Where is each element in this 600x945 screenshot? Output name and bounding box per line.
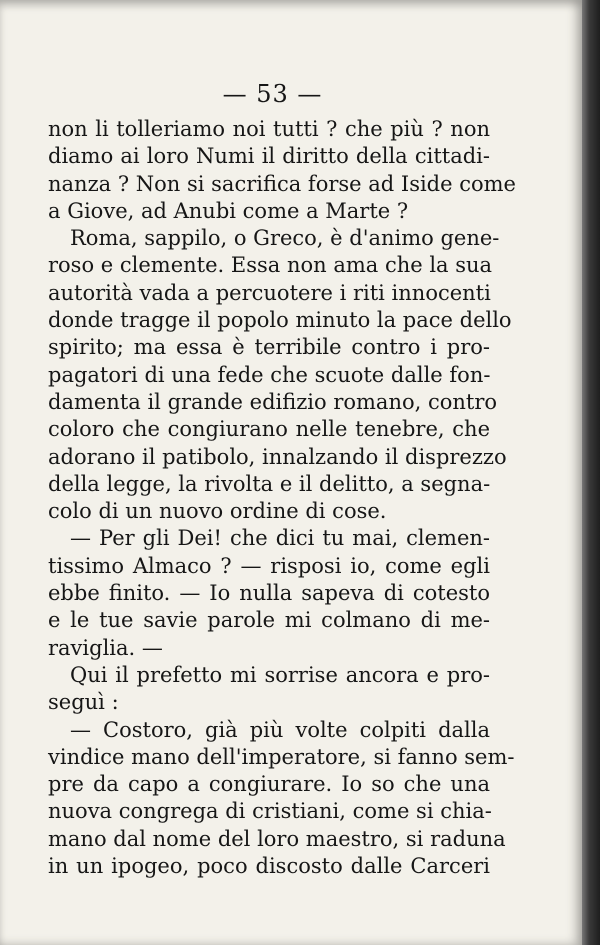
text-line: damenta il grande edifizio romano, contro	[48, 389, 498, 414]
text-line: autorità vada a percuotere i riti innocenti	[48, 280, 491, 305]
text-line: a Giove, ad Anubi come a Marte ?	[48, 198, 409, 223]
text-line: pagatori di una fede che scuote dalle fon-	[48, 362, 491, 387]
text-line: Qui il prefetto mi sorrise ancora e pro-	[70, 662, 490, 687]
text-line: roso e clemente. Essa non ama che la sua	[48, 253, 493, 278]
page-number: — 53 —	[222, 80, 323, 108]
text-line: colo di un nuovo ordine di cose.	[48, 499, 387, 524]
text-line: — Per gli Dei! che dici tu mai, clemen-	[70, 526, 490, 551]
text-line: raviglia. —	[48, 635, 163, 660]
text-line: non li tolleriamo noi tutti ? che più ? non	[48, 117, 490, 141]
text-line: donde tragge il popolo minuto la pace dello	[48, 308, 512, 333]
text-line: coloro che congiurano nelle tenebre, che	[48, 417, 490, 442]
text-line: nuova congrega di cristiani, come si chia-	[48, 799, 492, 824]
text-line: adorano il patibolo, innalzando il disprezzo	[48, 444, 507, 469]
text-line: pre da capo a congiurare. Io so che una	[48, 772, 490, 797]
book-spine-edge	[582, 0, 600, 945]
text-line: spirito; ma essa è terribile contro i pro-	[48, 335, 490, 360]
text-line: seguì :	[48, 690, 119, 715]
body-text	[48, 116, 516, 880]
text-line: e le tue savie parole mi colmano di me-	[48, 608, 490, 633]
text-line: diamo ai loro Numi il diritto della cittadi-	[48, 144, 490, 169]
text-line: ebbe finito. — Io nulla sapeva di cotesto	[48, 581, 490, 606]
text-line: della legge, la rivolta e il delitto, a segna-	[48, 471, 491, 496]
text-line: tissimo Almaco ? — risposi io, come egli	[48, 553, 490, 578]
text-line: Roma, sappilo, o Greco, è d'animo gene-	[70, 226, 500, 251]
text-line: in un ipogeo, poco discosto dalle Carceri	[48, 854, 490, 879]
text-line: nanza ? Non si sacrifica forse ad Iside come	[48, 171, 516, 196]
text-line: — Costoro, già più volte colpiti dalla	[70, 717, 490, 742]
text-line: vindice mano dell'imperatore, si fanno sem-	[48, 744, 515, 769]
text-line: mano dal nome del loro maestro, si raduna	[48, 826, 506, 851]
